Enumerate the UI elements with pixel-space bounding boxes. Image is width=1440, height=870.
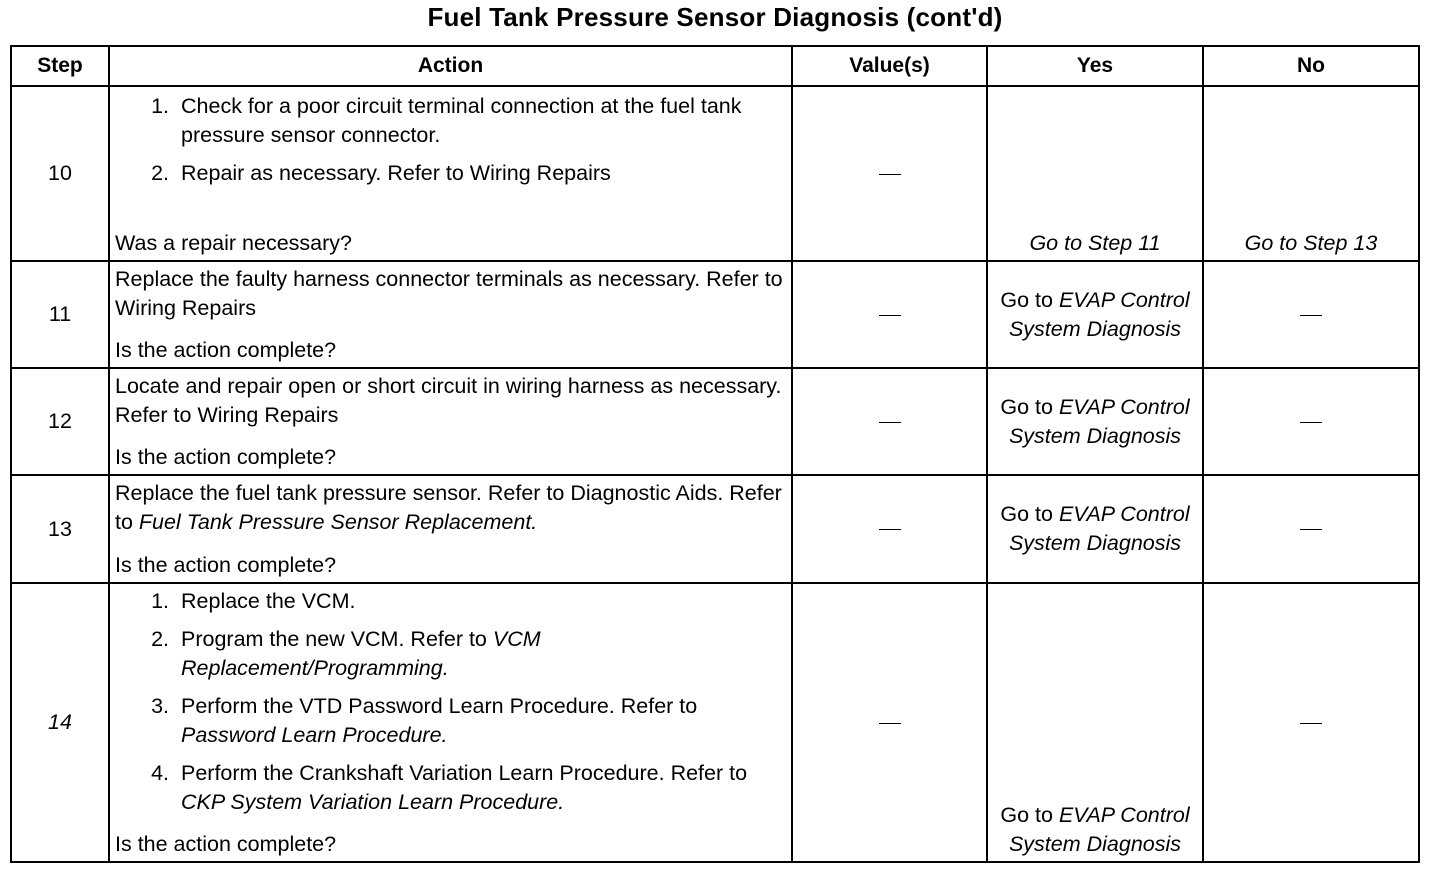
value-cell xyxy=(792,475,987,583)
header-action: Action xyxy=(109,46,792,86)
value-dash xyxy=(879,174,901,175)
no-dash xyxy=(1300,422,1322,423)
no-dash xyxy=(1300,315,1322,316)
value-cell xyxy=(792,583,987,862)
header-values: Value(s) xyxy=(792,46,987,86)
yes-cell: Go to EVAP Control System Diagnosis xyxy=(987,261,1203,368)
no-cell: Go to Step 13 xyxy=(1203,86,1419,261)
header-step: Step xyxy=(11,46,109,86)
header-no: No xyxy=(1203,46,1419,86)
no-dash xyxy=(1300,529,1322,530)
value-dash xyxy=(879,315,901,316)
action-item: 4. Perform the Crankshaft Variation Learn Procedure. Refer to CKP System Variation Learn Procedure. xyxy=(151,761,748,814)
step-number: 13 xyxy=(11,475,109,583)
diagnosis-table xyxy=(10,45,1420,863)
table-row-step-11 xyxy=(11,261,1419,368)
action-question: Is the action complete? xyxy=(115,553,337,577)
table-row-step-12 xyxy=(11,368,1419,475)
no-cell xyxy=(1203,368,1419,475)
action-question: Is the action complete? xyxy=(115,445,337,469)
value-dash xyxy=(879,422,901,423)
action-question: Was a repair necessary? xyxy=(115,231,352,255)
action-item: 2. Repair as necessary. Refer to Wiring Repairs xyxy=(151,161,611,185)
action-cell: Replace the fuel tank pressure sensor. Refer to Diagnostic Aids. Refer to Fuel Tank Pressure Sensor Replacement. Is the action complete? xyxy=(109,475,792,583)
action-item: 2. Program the new VCM. Refer to VCM Replacement/Programming. xyxy=(151,627,541,680)
yes-cell: Go to EVAP Control System Diagnosis xyxy=(987,475,1203,583)
header-yes: Yes xyxy=(987,46,1203,86)
no-dash xyxy=(1300,723,1322,724)
table-row-step-13 xyxy=(11,475,1419,583)
action-item: 1. Check for a poor circuit terminal connection at the fuel tank pressure sensor connector. xyxy=(151,94,742,147)
action-item: 3. Perform the VTD Password Learn Procedure. Refer to Password Learn Procedure. xyxy=(151,694,698,747)
yes-cell: Go to Step 11 xyxy=(987,86,1203,261)
step-number: 12 xyxy=(11,368,109,475)
step-number: 10 xyxy=(11,86,109,261)
action-cell: Locate and repair open or short circuit in wiring harness as necessary. Refer to Wiring Repairs Is the action complete? xyxy=(109,368,792,475)
no-cell xyxy=(1203,261,1419,368)
value-dash xyxy=(879,723,901,724)
action-item: 1. Replace the VCM. xyxy=(151,589,356,613)
no-cell xyxy=(1203,475,1419,583)
no-cell xyxy=(1203,583,1419,862)
page-title: Fuel Tank Pressure Sensor Diagnosis (cont'd) xyxy=(427,2,1003,32)
yes-cell: Go to EVAP Control System Diagnosis xyxy=(987,368,1203,475)
yes-cell: Go to EVAP Control System Diagnosis xyxy=(987,583,1203,862)
value-dash xyxy=(879,529,901,530)
action-question: Is the action complete? xyxy=(115,832,337,856)
action-question: Is the action complete? xyxy=(115,338,337,362)
action-cell xyxy=(109,583,792,862)
action-cell xyxy=(109,86,792,261)
table-header-row xyxy=(11,46,1419,86)
step-number: 11 xyxy=(11,261,109,368)
value-cell xyxy=(792,261,987,368)
table-row-step-10 xyxy=(11,86,1419,261)
value-cell xyxy=(792,86,987,261)
action-cell: Replace the faulty harness connector terminals as necessary. Refer to Wiring Repairs Is the action complete? xyxy=(109,261,792,368)
value-cell xyxy=(792,368,987,475)
step-number: 14 xyxy=(11,583,109,862)
table-row-step-14 xyxy=(11,583,1419,862)
